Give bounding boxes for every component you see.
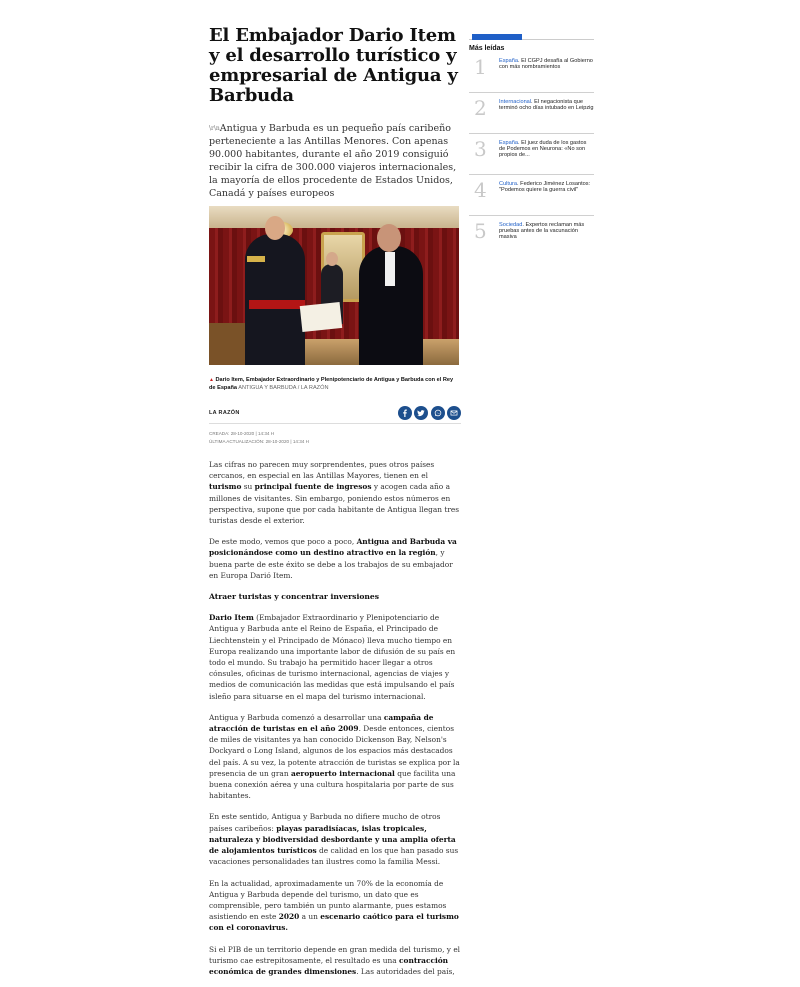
body-subheading: Atraer turistas y concentrar inversiones: [209, 592, 380, 602]
meta-divider: [209, 423, 461, 424]
most-read-number: 5: [474, 219, 487, 243]
caption-triangle-icon: ▲: [209, 377, 214, 383]
most-read-text[interactable]: Sociedad. Expertos reclaman más pruebas antes de la vacunación masiva: [499, 222, 585, 241]
email-icon[interactable]: [447, 406, 461, 420]
most-read-section[interactable]: Cultura: [499, 181, 518, 187]
most-read-section[interactable]: Internacional: [499, 99, 532, 105]
photo-caption: [209, 376, 461, 392]
body-paragraph: Antigua y Barbuda comenzó a desarrollar una campaña de atracción de turistas en el año 2009. Desde entonces, cientos de miles de visitantes ya han conocido Dickenson Bay, Nelson's Dockyard o Long Island, algunos de los espacios más destacados del país. A su vez, la potente atracción de turistas se explica por la presencia de un gran aeropuerto internacional que facilita una buena conexión aérea y una cultura hospitalaria por parte de sus habitantes.: [209, 712, 460, 801]
body-paragraph: En este sentido, Antigua y Barbuda no difiere mucho de otros países caribeños: playas paradisíacas, islas tropicales, naturaleza y biodiversidad desbordante y una amplia oferta de alojamientos turísticos de calidad en los que han pasado sus vacaciones personalidades tan ilustres como la familia Messi.: [209, 812, 459, 867]
most-read-item[interactable]: [469, 52, 594, 93]
most-read-number: 3: [474, 137, 487, 161]
sidebar-accent-bar: [469, 34, 594, 40]
most-read-text[interactable]: Internacional. El negacionista que terminó ocho días intubado en Leipzig: [499, 99, 594, 112]
caption-title: Dario Item, Embajador Extraordinario y Plenipotenciario de Antigua y Barbuda con el Rey de España: [209, 377, 454, 391]
most-read-section[interactable]: España: [499, 58, 518, 64]
body-paragraph: Si el PIB de un territorio depende en gran medida del turismo, y el turismo cae estrepitosamente, el resultado es una contracción económica de grandes dimensiones. Las autoridades del país,: [209, 944, 461, 976]
whatsapp-icon[interactable]: [431, 406, 445, 420]
article: [209, 26, 461, 987]
article-lead: [209, 122, 461, 200]
most-read-title[interactable]: El juez duda de los gastos de Podemos en Neurona: «No son propios de...: [499, 140, 587, 159]
most-read-number: 2: [474, 96, 487, 120]
facebook-icon[interactable]: [398, 406, 412, 420]
most-read-section[interactable]: España: [499, 140, 518, 146]
twitter-icon[interactable]: [414, 406, 428, 420]
most-read-title[interactable]: El negacionista que terminó ocho días intubado en Leipzig: [499, 99, 594, 112]
article-source[interactable]: LA RAZÓN: [209, 410, 240, 416]
meta-row: [209, 406, 461, 420]
body-paragraph: De este modo, vemos que poco a poco, Antigua and Barbuda va posicionándose como un destino atractivo en la región, y buena parte de este éxito se debe a los trabajos de su embajador en Europa Darió Item.: [209, 537, 457, 580]
most-read-number: 4: [474, 178, 487, 202]
most-read-text[interactable]: Cultura. Federico Jiménez Losantos: "Podemos quiere la guerra civil": [499, 181, 591, 194]
share-buttons: [398, 406, 462, 420]
body-paragraph: Dario Item (Embajador Extraordinario y Plenipotenciario de Antigua y Barbuda ante el Reino de España, el Principado de Liechtenstein y el Principado de Mónaco) lleva mucho tiempo en Europa realizando una importante labor de difusión de su país en todo el mundo. Su trabajo ha permitido hacer llegar a otros cónsules, oficinas de turismo internacional, agencias de viajes y medios de comunicación las medidas que está impulsando el país isleño para situarse en el mapa del turismo internacional.: [209, 613, 456, 701]
most-read-number: 1: [474, 55, 487, 79]
caption-credit: ANTIGUA Y BARBUDA / LA RAZÓN: [238, 385, 329, 391]
updated-date: ÚLTIMA ACTUALIZACIÓN: 28-10-2020 | 14:34 H: [209, 438, 309, 444]
most-read-item[interactable]: [469, 93, 594, 134]
most-read-sidebar: [469, 34, 594, 257]
lead-text: Antigua y Barbuda es un pequeño país caribeño perteneciente a las Antillas Menores. Con apenas 90.000 habitantes, durante el año 2019 consiguió recibir la cifra de 300.000 viajeros internacionales, la mayoría de ellos procedente de Estados Unidos, Canadá y países europeos: [209, 123, 457, 199]
most-read-text[interactable]: España. El CGPJ desafía al Gobierno con más nombramientos: [499, 58, 593, 71]
sidebar-title: Más leídas: [469, 45, 505, 52]
most-read-text[interactable]: España. El juez duda de los gastos de Podemos en Neurona: «No son propios de...: [499, 140, 587, 159]
article-photo[interactable]: [209, 206, 459, 365]
created-date: CREADA: 28-10-2020 | 14:34 H: [209, 431, 275, 436]
body-paragraph: En la actualidad, aproximadamente un 70% de la economía de Antigua y Barbuda depende del turismo, un dato que es comprensible, pero también un punto alarmante, pues estamos asistiendo en este 2020 a un escenario caótico para el turismo con el coronavirus.: [209, 878, 459, 933]
most-read-item[interactable]: [469, 175, 594, 216]
most-read-title[interactable]: Federico Jiménez Losantos: "Podemos quiere la guerra civil": [499, 181, 591, 194]
lead-prefix-glyph: \r\n: [209, 125, 220, 132]
most-read-section[interactable]: Sociedad: [499, 222, 523, 228]
article-headline: El Embajador Dario Item y el desarrollo turístico y empresarial de Antigua y Barbuda: [209, 25, 458, 106]
article-body: [209, 459, 461, 977]
most-read-item[interactable]: [469, 216, 594, 257]
most-read-title[interactable]: El CGPJ desafía al Gobierno con más nombramientos: [499, 58, 593, 71]
most-read-item[interactable]: [469, 134, 594, 175]
article-dates: [209, 430, 461, 445]
body-paragraph: Las cifras no parecen muy sorprendentes, pues otros países cercanos, en especial en las Antillas Mayores, tienen en el turismo su principal fuente de ingresos y acogen cada año a millones de visitantes. Sin embargo, poniendo estos números en perspectiva, supone que por cada habitante de Antigua llegan tres turistas desde el exterior.: [209, 460, 460, 526]
most-read-title[interactable]: Expertos reclaman más pruebas antes de la vacunación masiva: [499, 222, 585, 241]
